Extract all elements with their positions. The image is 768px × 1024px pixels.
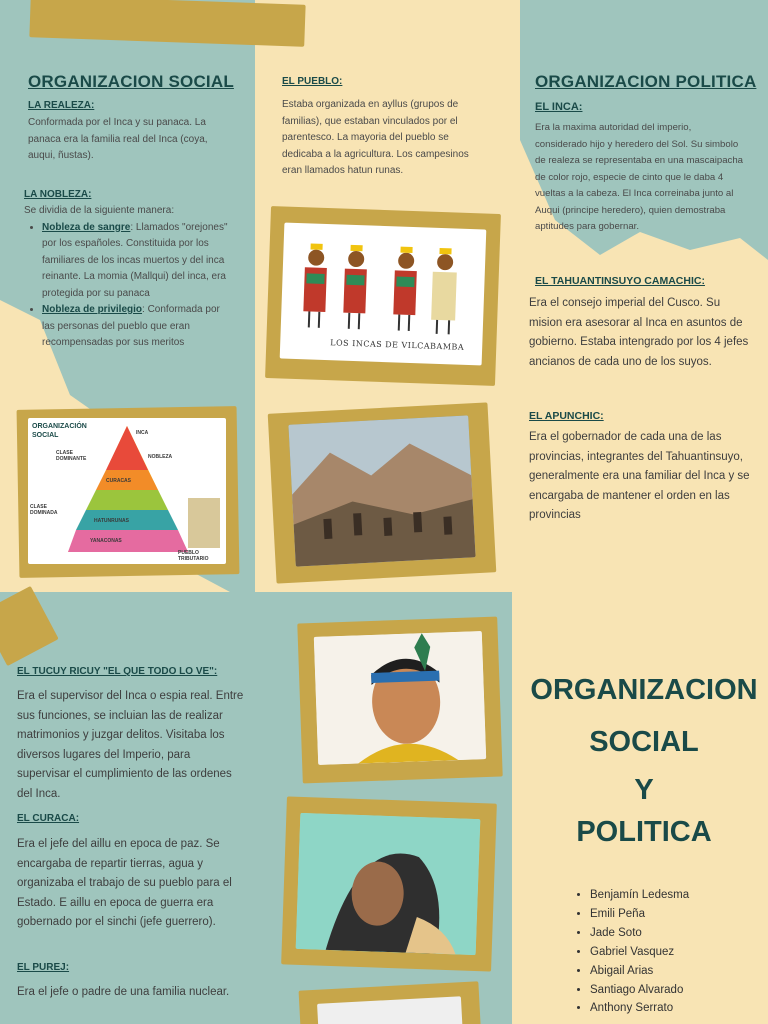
section-title-politica: ORGANIZACION POLITICA [535, 72, 757, 91]
pyramid-level-label: NOBLEZA [148, 454, 173, 460]
landscape-scene [288, 415, 475, 566]
cover-title-line2: SOCIAL [589, 726, 699, 758]
nobleza-item-keyword: Nobleza de sangre [42, 221, 131, 233]
nobleza-item-text: : Conformada por las personas del pueblo que eran recompensadas por sus meritos [42, 304, 220, 348]
image-incas-vilcabamba [280, 223, 487, 366]
heading-curaca: EL CURACA: [17, 813, 80, 824]
member-name: • Emili Peña [590, 905, 689, 924]
heading-tucuy: EL TUCUY RICUY "EL QUE TODO LO VE": [17, 666, 218, 677]
heading-realeza: LA REALEZA: [28, 100, 95, 111]
heading-purej: EL PUREJ: [17, 962, 70, 973]
cover-title-line1: ORGANIZACION [530, 674, 758, 706]
pyramid-level-label: HATUNRUNAS [94, 518, 129, 524]
portrait-illustration [296, 813, 481, 955]
cover-title-line3: Y [634, 774, 654, 806]
image-inca-portrait-1 [314, 631, 486, 765]
text-pueblo: Estaba organizada en ayllus (grupos de familias), que estaban vinculados por el parentesco. La mayoria del pueblo se dedicaba a la agricultura. Los campesinos eran llamados hatun runas. [282, 99, 469, 176]
heading-inca: EL INCA: [535, 101, 583, 113]
pyramid-label-dominada: CLASE DOMINADA [30, 504, 58, 516]
member-name: • Anthony Serrato [590, 999, 689, 1018]
nobleza-intro: Se dividia de la siguiente manera: [24, 205, 175, 216]
image-landscape [288, 415, 475, 566]
text-inca: Era la maxima autoridad del imperio, considerado hijo y heredero del Sol. Su simbolo de realeza se representaba en una mascaipacha de color rojo, especie de cinto que le daba 4 vueltas a la cabeza. El Inca correinaba junto al Auqui (principe heredero), quien demostraba aptitudes para gobernar. [535, 122, 744, 232]
heading-camachic: EL TAHUANTINSUYO CAMACHIC: [535, 275, 705, 287]
left-panel-bottom [0, 592, 256, 1024]
portrait-illustration [314, 631, 486, 765]
text-apunchic: Era el gobernador de cada una de las provincias, integrantes del Tahuantinsuyo, generalmente era una familiar del Inca y se encargaba de mantener el orden en las provincias [529, 431, 750, 521]
pyramid-level-label: INCA [136, 430, 149, 436]
heading-nobleza: LA NOBLEZA: [24, 189, 92, 200]
image-inca-portrait-2 [296, 813, 481, 955]
heading-apunchic: EL APUNCHIC: [529, 410, 604, 422]
pyramid-title: ORGANIZACIÓN SOCIAL [32, 423, 87, 439]
nobleza-list [24, 220, 232, 352]
text-curaca: Era el jefe del aillu en epoca de paz. Se encargaba de repartir tierras, agua y organizaba el trabajo de su pueblo para el Estado. E aillu en epoca de guerra era gobernado por el sinchi (jefe guerrero). [17, 838, 232, 928]
member-name: • Jade Soto [590, 924, 689, 943]
pyramid-label-dominante: CLASE DOMINANTE [56, 450, 87, 462]
section-title-social: ORGANIZACION SOCIAL [28, 72, 234, 91]
nobleza-item [42, 302, 232, 352]
image-caption: LOS INCAS DE VILCABAMBA [330, 338, 465, 352]
text-realeza: Conformada por el Inca y su panaca. La panaca era la familia real del Inca (coya, auqui, ñustas). [28, 117, 208, 161]
text-purej: Era el jefe o padre de una familia nuclear. [17, 986, 230, 998]
member-name: • Gabriel Vasquez [590, 943, 689, 962]
pyramid-level-label: CURACAS [106, 478, 131, 484]
member-name: • Benjamín Ledesma [590, 886, 689, 905]
member-name: • Abigail Arias [590, 962, 689, 981]
nobleza-item [42, 220, 232, 303]
nobleza-item-text: : Llamados "orejones" por los españoles. Constituida por los familiares de los incas muertos y del inca reinante. La momia (Mallqui) del inca, era protegida por su panaca [42, 221, 228, 299]
pyramid-level-label: YANACONAS [90, 538, 122, 544]
member-list [576, 886, 689, 1018]
text-camachic: Era el consejo imperial del Cusco. Su mision era asesorar al Inca en asuntos de gobierno. Estaba intengrado por los 4 jefes ancianos de cada uno de los suyos. [529, 297, 749, 368]
pyramid-footer: PUEBLO TRIBUTARIO [178, 550, 209, 562]
cover-title-line4: POLITICA [576, 816, 712, 848]
text-tucuy: Era el supervisor del Inca o espia real. Entre sus funciones, se incluian las de realizar matrimonios y juzgar delitos. Visitaba los diversos lugares del Imperio, para supervisar el cumplimiento de las ordenes del Inca. [17, 690, 244, 800]
heading-pueblo: EL PUEBLO: [282, 76, 343, 87]
member-name: • Santiago Alvarado [590, 981, 689, 1000]
text-nobleza [24, 203, 232, 352]
pyramid-image [28, 418, 226, 564]
nobleza-item-keyword: Nobleza de privilegio [42, 304, 143, 315]
